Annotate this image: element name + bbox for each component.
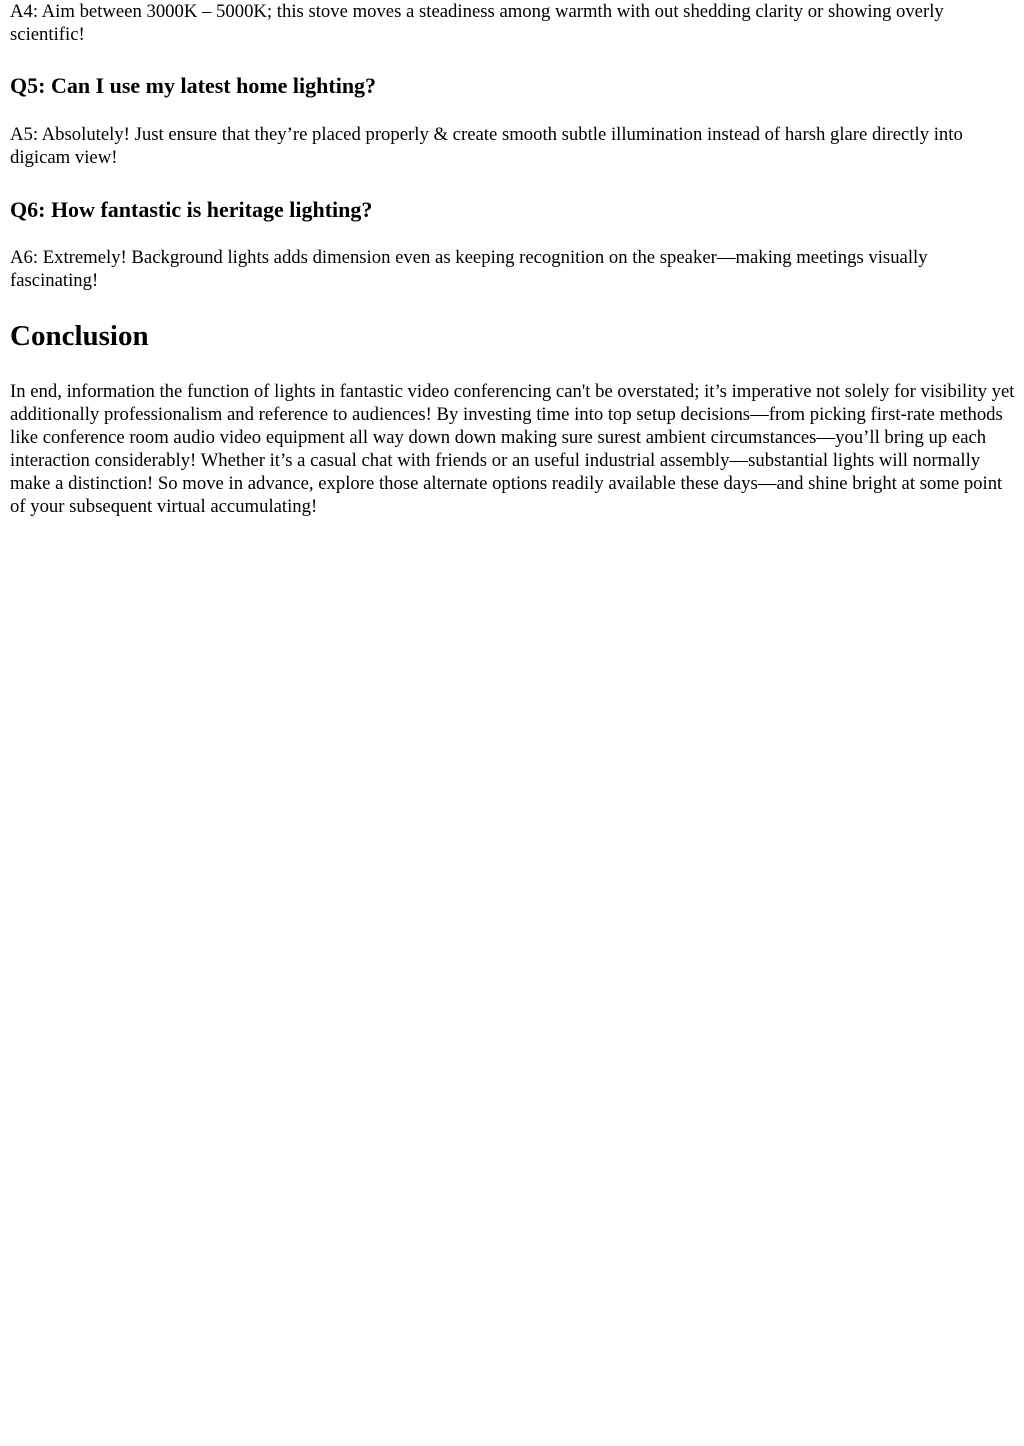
faq-answer-6: A6: Extremely! Background lights adds dimension even as keeping recognition on the speaker—making meetings visually fascinating! xyxy=(10,247,928,291)
faq-answer-5: A5: Absolutely! Just ensure that they’re placed properly & create smooth subtle illumination instead of harsh glare directly into digicam view! xyxy=(10,124,963,168)
faq-answer-4: A4: Aim between 3000K – 5000K; this stove moves a steadiness among warmth with out shedding clarity or showing overly scientific! xyxy=(10,1,944,45)
faq-question-5: Q5: Can I use my latest home lighting? xyxy=(10,73,377,98)
article-page xyxy=(0,0,1024,518)
conclusion-paragraph: In end, information the function of lights in fantastic video conferencing can't be overstated; it’s imperative not solely for visibility yet additionally professionalism and reference to audiences! By investing time into top setup decisions—from picking first-rate methods like conference room audio video equipment all way down down making sure surest ambient circumstances—you’ll bring up each interaction considerably! Whether it’s a casual chat with friends or an useful industrial assembly—substantial lights will normally make a distinction! So move in advance, explore those alternate options readily available these days—and shine bright at some point of your subsequent virtual accumulating! xyxy=(10,381,1015,517)
conclusion-heading: Conclusion xyxy=(10,320,149,352)
faq-question-6: Q6: How fantastic is heritage lighting? xyxy=(10,197,373,222)
